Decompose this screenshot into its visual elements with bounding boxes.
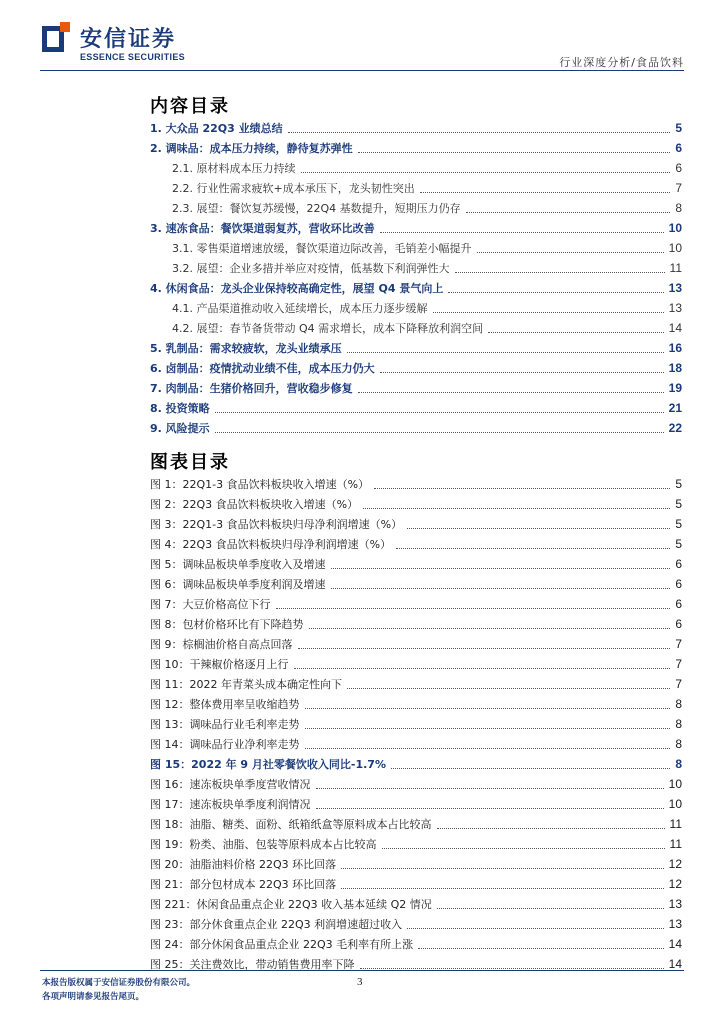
- figure-entry-text: 图 13：调味品行业毛利率走势: [150, 718, 300, 731]
- toc-entry-page: 6: [675, 141, 682, 155]
- dot-leader: [448, 292, 663, 293]
- figure-entry[interactable]: [150, 554, 682, 574]
- dot-leader: [477, 252, 664, 253]
- dot-leader: [363, 508, 670, 509]
- toc-entry-text: 2. 调味品：成本压力持续，静待复苏弹性: [150, 142, 353, 155]
- dot-leader: [331, 588, 671, 589]
- figure-entry[interactable]: [150, 734, 682, 754]
- figure-entry[interactable]: [150, 814, 682, 834]
- dot-leader: [488, 332, 664, 333]
- footer-disclaimer: [42, 976, 195, 1004]
- report-category: 行业深度分析/食品饮料: [559, 56, 684, 69]
- figure-entry-text: 图 16：速冻板块单季度营收情况: [150, 778, 311, 791]
- figure-entry[interactable]: [150, 594, 682, 614]
- figure-entry-page: 5: [675, 517, 682, 531]
- dot-leader: [341, 888, 664, 889]
- figure-entry-page: 14: [668, 957, 682, 971]
- figure-entry-page: 8: [675, 737, 682, 751]
- dot-leader: [380, 372, 664, 373]
- toc-entry[interactable]: [150, 178, 682, 198]
- toc-entry[interactable]: [150, 378, 682, 398]
- figure-entry[interactable]: [150, 534, 682, 554]
- toc-entry-text: 8. 投资策略: [150, 402, 210, 415]
- figure-entry-text: 图 6：调味品板块单季度利润及增速: [150, 578, 326, 591]
- company-name-en: ESSENCE SECURITIES: [80, 52, 185, 62]
- figure-entry[interactable]: [150, 494, 682, 514]
- figure-entry-page: 6: [675, 617, 682, 631]
- dot-leader: [316, 788, 664, 789]
- toc-entry-page: 6: [675, 161, 682, 175]
- figures-title: 图表目录: [150, 452, 230, 473]
- figure-entry-page: 5: [675, 537, 682, 551]
- figure-entry[interactable]: [150, 514, 682, 534]
- toc-entry-page: 8: [675, 201, 682, 215]
- toc-entry-text: 9. 风险提示: [150, 422, 210, 435]
- figure-entry-page: 6: [675, 557, 682, 571]
- figure-entry-text: 图 12：整体费用率呈收缩趋势: [150, 698, 300, 711]
- figure-entry-page: 12: [668, 877, 682, 891]
- figure-entry[interactable]: [150, 694, 682, 714]
- figure-entry-text: 图 221：休闲食品重点企业 22Q3 收入基本延续 Q2 情况: [150, 898, 432, 911]
- toc-entry-text: 1. 大众品 22Q3 业绩总结: [150, 122, 283, 135]
- dot-leader: [437, 908, 664, 909]
- toc-entry-page: 21: [668, 401, 682, 415]
- figure-entry-text: 图 20：油脂油料价格 22Q3 环比回落: [150, 858, 337, 871]
- toc-entry-page: 10: [668, 221, 682, 235]
- dot-leader: [455, 272, 665, 273]
- figure-entry[interactable]: [150, 474, 682, 494]
- figure-entry[interactable]: [150, 614, 682, 634]
- dot-leader: [305, 708, 671, 709]
- header-divider: [40, 70, 684, 71]
- figure-entry[interactable]: [150, 874, 682, 894]
- toc-list: [150, 118, 682, 438]
- toc-entry[interactable]: [150, 118, 682, 138]
- figure-entry-text: 图 25：关注费效比，带动销售费用率下降: [150, 958, 355, 971]
- toc-entry[interactable]: [150, 398, 682, 418]
- toc-entry-text: 2.2. 行业性需求疲软+成本承压下，龙头韧性突出: [172, 182, 415, 195]
- dot-leader: [316, 808, 664, 809]
- figure-entry-text: 图 18：油脂、糖类、面粉、纸箱纸盒等原料成本占比较高: [150, 818, 432, 831]
- toc-entry[interactable]: [150, 138, 682, 158]
- figure-entry[interactable]: [150, 954, 682, 974]
- figure-entry-text: 图 19：粉类、油脂、包装等原料成本占比较高: [150, 838, 377, 851]
- figure-entry[interactable]: [150, 714, 682, 734]
- figure-entry-page: 11: [669, 837, 682, 851]
- figure-entry-text: 图 11：2022 年青菜头成本确定性向下: [150, 678, 342, 691]
- page-number: 3: [357, 976, 363, 988]
- figure-entry-page: 7: [675, 637, 682, 651]
- toc-entry-text: 4. 休闲食品：龙头企业保持较高确定性，展望 Q4 景气向上: [150, 282, 444, 295]
- toc-entry-page: 10: [668, 241, 682, 255]
- dot-leader: [305, 728, 671, 729]
- disclaimer-line-2: 各项声明请参见报告尾页。: [42, 992, 145, 1002]
- figure-entry-page: 7: [675, 677, 682, 691]
- dot-leader: [433, 312, 664, 313]
- figure-entry-text: 图 2：22Q3 食品饮料板块收入增速（%）: [150, 498, 359, 511]
- figure-entry-page: 7: [675, 657, 682, 671]
- figure-entry-page: 6: [675, 597, 682, 611]
- toc-entry-text: 4.1. 产品渠道推动收入延续增长，成本压力逐步缓解: [172, 302, 428, 315]
- figure-entry-text: 图 15：2022 年 9 月社零餐饮收入同比-1.7%: [150, 758, 386, 771]
- disclaimer-line-1: 本报告版权属于安信证券股份有限公司。: [42, 978, 196, 988]
- dot-leader: [380, 232, 664, 233]
- figure-entry[interactable]: [150, 574, 682, 594]
- figure-entry-text: 图 14：调味品行业净利率走势: [150, 738, 300, 751]
- dot-leader: [301, 172, 671, 173]
- dot-leader: [466, 212, 671, 213]
- toc-entry-text: 7. 肉制品：生猪价格回升，营收稳步修复: [150, 382, 353, 395]
- dot-leader: [407, 928, 664, 929]
- toc-entry-page: 18: [668, 361, 682, 375]
- toc-entry-page: 16: [668, 341, 682, 355]
- dot-leader: [407, 528, 670, 529]
- figure-entry-page: 8: [675, 757, 682, 771]
- figure-entry-page: 8: [675, 697, 682, 711]
- toc-entry[interactable]: [150, 258, 682, 278]
- toc-entry-page: 13: [668, 281, 682, 295]
- figure-entry-page: 10: [668, 797, 682, 811]
- figure-entry[interactable]: [150, 834, 682, 854]
- dot-leader: [374, 488, 670, 489]
- dot-leader: [288, 132, 671, 133]
- toc-entry-text: 5. 乳制品：需求较疲软，龙头业绩承压: [150, 342, 342, 355]
- figure-entry-page: 8: [675, 717, 682, 731]
- figures-list: [150, 474, 682, 974]
- toc-entry[interactable]: [150, 278, 682, 298]
- dot-leader: [358, 392, 664, 393]
- figure-entry-page: 5: [675, 477, 682, 491]
- toc-entry[interactable]: [150, 198, 682, 218]
- toc-entry[interactable]: [150, 158, 682, 178]
- toc-entry-page: 5: [675, 121, 682, 135]
- dot-leader: [294, 668, 671, 669]
- figure-entry[interactable]: [150, 794, 682, 814]
- dot-leader: [215, 432, 664, 433]
- figure-entry[interactable]: [150, 934, 682, 954]
- toc-entry[interactable]: [150, 238, 682, 258]
- figure-entry-page: 10: [668, 777, 682, 791]
- figure-entry-page: 11: [669, 817, 682, 831]
- figure-entry[interactable]: [150, 854, 682, 874]
- figure-entry-page: 13: [668, 897, 682, 911]
- dot-leader: [382, 848, 665, 849]
- figure-entry-page: 13: [668, 917, 682, 931]
- figure-entry-page: 14: [668, 937, 682, 951]
- toc-entry-page: 14: [668, 321, 682, 335]
- figure-entry-text: 图 1：22Q1-3 食品饮料板块收入增速（%）: [150, 478, 370, 491]
- figure-entry-text: 图 17：速冻板块单季度利润情况: [150, 798, 311, 811]
- toc-title: 内容目录: [150, 96, 230, 117]
- figure-entry-text: 图 24：部分休闲食品重点企业 22Q3 毛利率有所上涨: [150, 938, 414, 951]
- dot-leader: [305, 748, 671, 749]
- dot-leader: [298, 648, 671, 649]
- toc-entry-page: 19: [668, 381, 682, 395]
- figure-entry-page: 6: [675, 577, 682, 591]
- figure-entry-text: 图 5：调味品板块单季度收入及增速: [150, 558, 326, 571]
- toc-entry[interactable]: [150, 318, 682, 338]
- figure-entry-text: 图 23：部分休食重点企业 22Q3 利润增速超过收入: [150, 918, 403, 931]
- dot-leader: [396, 548, 670, 549]
- dot-leader: [391, 768, 670, 769]
- figure-entry[interactable]: [150, 654, 682, 674]
- toc-entry-text: 3.1. 零售渠道增速放缓，餐饮渠道边际改善，毛销差小幅提升: [172, 242, 472, 255]
- toc-entry[interactable]: [150, 218, 682, 238]
- dot-leader: [341, 868, 664, 869]
- figure-entry-page: 5: [675, 497, 682, 511]
- figure-entry[interactable]: [150, 674, 682, 694]
- toc-entry-page: 7: [675, 181, 682, 195]
- toc-entry-page: 11: [669, 261, 682, 275]
- dot-leader: [347, 688, 670, 689]
- dot-leader: [358, 152, 671, 153]
- dot-leader: [276, 608, 671, 609]
- dot-leader: [360, 968, 664, 969]
- figure-entry-text: 图 9：棕榈油价格自高点回落: [150, 638, 293, 651]
- toc-entry-page: 22: [668, 421, 682, 435]
- dot-leader: [437, 828, 665, 829]
- toc-entry-page: 13: [668, 301, 682, 315]
- dot-leader: [418, 948, 664, 949]
- figure-entry-text: 图 7：大豆价格高位下行: [150, 598, 271, 611]
- figure-entry-text: 图 4：22Q3 食品饮料板块归母净利润增速（%）: [150, 538, 392, 551]
- toc-entry[interactable]: [150, 418, 682, 438]
- dot-leader: [215, 412, 664, 413]
- essence-logo-icon: [42, 22, 72, 52]
- figure-entry-text: 图 21：部分包材成本 22Q3 环比回落: [150, 878, 337, 891]
- company-name-cn: 安信证券: [80, 27, 177, 52]
- figure-entry[interactable]: [150, 914, 682, 934]
- toc-entry-text: 3.2. 展望：企业多措并举应对疫情，低基数下利润弹性大: [172, 262, 450, 275]
- toc-entry[interactable]: [150, 298, 682, 318]
- figure-entry-text: 图 10：干辣椒价格逐月上行: [150, 658, 289, 671]
- dot-leader: [331, 568, 671, 569]
- page-header: [0, 0, 724, 72]
- figure-entry-page: 12: [668, 857, 682, 871]
- dot-leader: [420, 192, 671, 193]
- figure-entry[interactable]: [150, 754, 682, 774]
- toc-entry-text: 3. 速冻食品：餐饮渠道弱复苏，营收环比改善: [150, 222, 375, 235]
- dot-leader: [347, 352, 664, 353]
- figure-entry-text: 图 8：包材价格环比有下降趋势: [150, 618, 304, 631]
- figure-entry[interactable]: [150, 634, 682, 654]
- toc-entry[interactable]: [150, 338, 682, 358]
- toc-entry-text: 4.2. 展望：春节备货带动 Q4 需求增长，成本下降释放利润空间: [172, 322, 484, 335]
- toc-entry[interactable]: [150, 358, 682, 378]
- figure-entry-text: 图 3：22Q1-3 食品饮料板块归母净利润增速（%）: [150, 518, 403, 531]
- figure-entry[interactable]: [150, 774, 682, 794]
- dot-leader: [309, 628, 671, 629]
- toc-entry-text: 2.3. 展望：餐饮复苏缓慢，22Q4 基数提升，短期压力仍存: [172, 202, 461, 215]
- footer-divider: [40, 970, 684, 971]
- toc-entry-text: 2.1. 原材料成本压力持续: [172, 162, 296, 175]
- figure-entry[interactable]: [150, 894, 682, 914]
- toc-entry-text: 6. 卤制品：疫情扰动业绩不佳，成本压力仍大: [150, 362, 375, 375]
